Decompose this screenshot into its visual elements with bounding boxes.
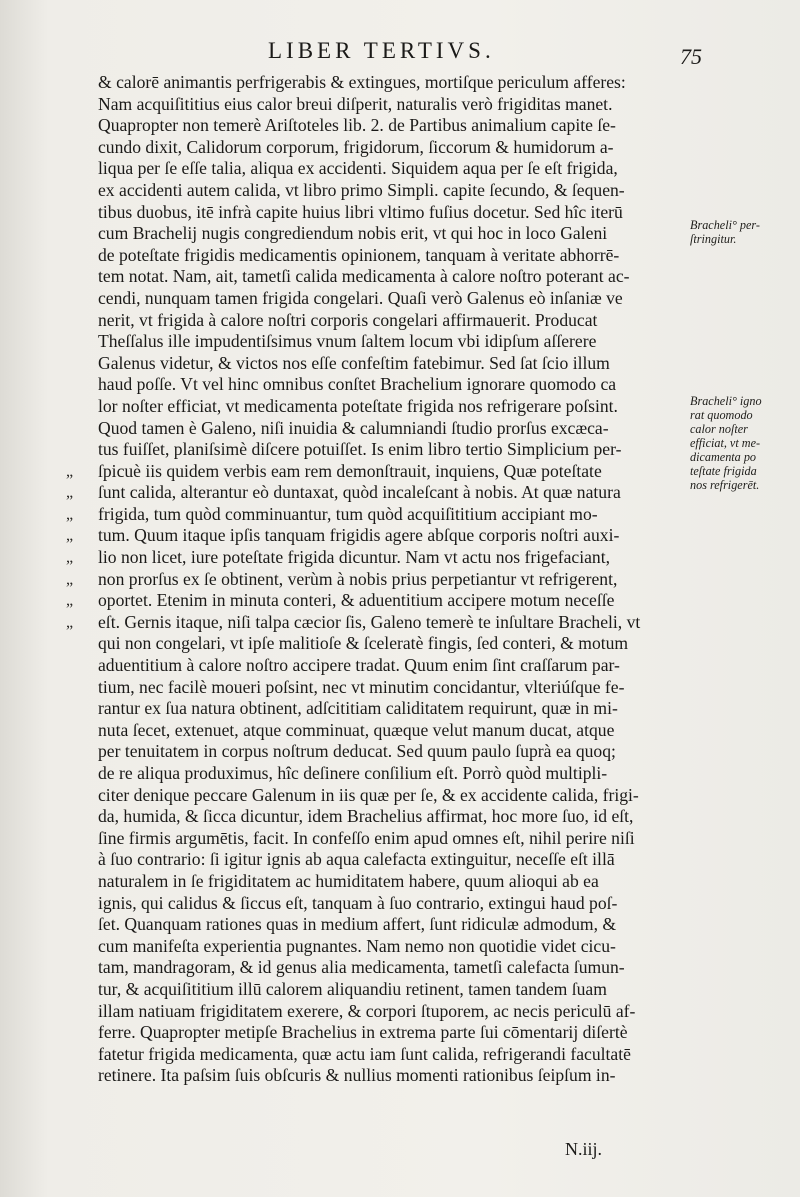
text-line-content: ignis, qui calidus & ſiccus eſt, tanquam à ſuo contrario, extingui haud poſ- (98, 892, 618, 913)
text-line (86, 633, 686, 655)
text-line-content: haud poſſe. Vt vel hinc omnibus conſtet Brachelium ignorare quomodo ca (98, 374, 617, 395)
text-line (66, 525, 686, 547)
text-line (86, 720, 686, 742)
text-line (86, 655, 686, 677)
text-line-content: Nam acquiſititius eius calor breui diſperit, naturalis verò frigiditas manet. (98, 93, 613, 114)
quotation-mark: „ (66, 484, 74, 502)
text-line-content: de re aliqua produximus, hîc deſinere conſilium eſt. Porrò quòd multipli- (98, 763, 608, 783)
text-line-content: frigida, tum quòd comminuantur, tum quòd acquiſititium accipiant mo- (98, 503, 598, 524)
text-line-content: de poteſtate frigidis medicamentis opinionem, tanquam à veritate abhorrē- (98, 244, 620, 265)
text-line (86, 936, 686, 958)
text-line-content: cum Brachelij nugis congrediendum nobis erit, vt qui hoc in loco Galeni (98, 223, 608, 244)
text-line (86, 137, 686, 159)
quotation-mark: „ (66, 549, 74, 567)
text-line (86, 979, 686, 1001)
text-line (86, 957, 686, 979)
text-line (86, 245, 686, 267)
text-line (66, 503, 686, 526)
text-line-content: Galenus videtur, & victos nos eſſe confeſtim fatebimur. Sed ſat ſcio illum (98, 352, 610, 373)
body-text (66, 72, 686, 1087)
quotation-mark: „ (66, 527, 74, 545)
text-line (86, 353, 686, 375)
text-line (86, 1001, 686, 1023)
margin-note-line: teſtate frigida (690, 464, 757, 478)
text-line (86, 439, 686, 461)
text-line-content: cendi, nunquam tamen frigida congelari. Quaſi verò Galenus eò inſaniæ ve (98, 287, 623, 308)
margin-note-line: Bracheli° per- (690, 218, 760, 232)
text-line-content: aduentitium à calore noſtro accipere tradat. Quum enim ſint craſſarum par- (98, 655, 620, 676)
quotation-mark: „ (66, 462, 74, 480)
text-line (86, 223, 686, 245)
text-line (86, 180, 686, 202)
margin-note-line: rat quomodo (690, 408, 753, 422)
text-line (86, 266, 686, 288)
text-line (86, 677, 686, 699)
text-line-content: ſunt calida, alterantur eò duntaxat, quòd incaleſcant à nobis. At quæ natura (98, 482, 621, 503)
text-line-content: lio non licet, iure poteſtate frigida dicuntur. Nam vt actu nos frigefaciant, (98, 547, 611, 568)
text-line (86, 72, 686, 94)
text-line (86, 1065, 686, 1087)
text-line-content: Quapropter non temerè Ariſtoteles lib. 2. de Partibus animalium capite ſe- (98, 115, 616, 136)
text-line (66, 482, 686, 504)
margin-note-line: efficiat, vt me- (690, 436, 761, 450)
text-line (86, 310, 686, 332)
text-line (86, 806, 686, 828)
text-line-content: non prorſus ex ſe obtinent, verùm à nobis prius perpetiantur vt refrigerent, (98, 568, 618, 589)
text-line (86, 828, 686, 850)
text-line (86, 158, 686, 180)
text-line-content: fatetur frigida medicamenta, quæ actu iam ſunt calida, refrigerandi facultatē (98, 1043, 631, 1064)
text-line-content: Theſſalus ille impudentiſsimus vnum ſaltem locum vbi idipſum aſſerere (98, 331, 597, 352)
text-line-content: à ſuo contrario: ſi igitur ignis ab aqua calefacta extinguitur, neceſſe eſt illā (98, 849, 615, 870)
text-line (86, 914, 686, 936)
text-line-content: nuta ſecet, extenuet, atque comminuat, quæque velut manum ducat, atque (98, 719, 615, 740)
text-line (86, 396, 686, 418)
text-line-content: tam, mandragoram, & id genus alia medicamenta, tametſi calefacta ſumun- (98, 957, 625, 978)
text-line-content: oportet. Etenim in minuta conteri, & aduentitium accipere motum neceſſe (98, 590, 615, 611)
text-line-content: Quod tamen è Galeno, niſi inuidia & calumniandi ſtudio prorſus excæca- (98, 417, 609, 438)
signature-mark: N.iij. (565, 1139, 603, 1159)
text-line-content: cundo dixit, Calidorum corporum, frigidorum, ſiccorum & humidorum a- (98, 136, 614, 157)
text-line (66, 460, 686, 483)
text-line (86, 115, 686, 137)
text-line (86, 94, 686, 116)
quotation-mark: „ (66, 592, 74, 610)
text-line-content: tem notat. Nam, ait, tametſi calida medicamenta à calore noſtro poterant ac- (98, 266, 630, 287)
text-line-content: liqua per ſe eſſe talia, aliqua ex accidenti. Siquidem aqua per ſe eſt frigida, (98, 158, 618, 179)
text-line-content: cum manifeſta experientia pugnantes. Nam nemo non quotidie videt cicu- (98, 935, 616, 956)
text-line (86, 1022, 686, 1044)
margin-note-line: ſtringitur. (690, 232, 737, 246)
text-line (86, 741, 686, 763)
text-line-content: citer denique peccare Galenum in iis quæ per ſe, & ex accidente calida, frigi- (98, 784, 639, 805)
text-line (86, 418, 686, 440)
text-line (86, 871, 686, 893)
text-line (66, 590, 686, 612)
text-line-content: ſine firmis argumētis, facit. In confeſſo enim apud omnes eſt, nihil perire niſi (98, 827, 635, 848)
text-line-content: ſet. Quanquam rationes quas in medium affert, ſunt ridiculæ admodum, & (98, 914, 617, 935)
text-line-content: retinere. Ita paſsim ſuis obſcuris & nullius momenti rationibus ſeipſum in- (98, 1065, 616, 1086)
text-line-content: ferre. Quapropter metipſe Brachelius in extrema parte ſui cōmentarij diſertè (98, 1022, 628, 1043)
margin-note-line: dicamenta po (690, 450, 757, 464)
text-line (66, 547, 686, 569)
margin-note-brachelius-ignorat (690, 394, 798, 492)
text-line-content: rantur ex ſua natura obtinent, adſcititiam caliditatem requirunt, quæ in mi- (98, 698, 618, 719)
text-line-content: tur, & acquiſititium illū calorem aliquandiu retinent, tamen tandem ſuam (98, 978, 607, 999)
text-line-content: eſt. Gernis itaque, niſi talpa cæcior ſis, Galeno temerè te inſultare Bracheli, vt (98, 611, 641, 632)
text-line (86, 1044, 686, 1066)
margin-note-line: nos refrigerēt. (690, 478, 760, 492)
margin-note-line: calor noſter (690, 422, 748, 436)
page-number: 75 (680, 44, 702, 69)
quotation-mark: „ (66, 505, 74, 523)
quotation-mark: „ (66, 613, 74, 631)
running-head: LIBER TERTIVS. (268, 38, 495, 63)
text-line (66, 568, 686, 591)
text-line-content: tus fuiſſet, planiſsimè diſcere potuiſſet. Is enim libro tertio Simplicium per- (98, 439, 622, 460)
text-line-content: ſpicuè iis quidem verbis eam rem demonſtrauit, inquiens, Quæ poteſtate (98, 460, 602, 481)
text-line-content: tibus duobus, itē infrà capite huius libri vltimo fuſius docetur. Sed hîc iterū (98, 201, 623, 222)
text-line-content: qui non congelari, vt ipſe malitioſe & ſceleratè fingis, ſed conteri, & motum (98, 633, 629, 654)
text-line-content: lor noſter efficiat, vt medicamenta poteſtate frigida nos refrigerare poſsint. (98, 395, 618, 416)
text-line (86, 202, 686, 224)
text-line (86, 374, 686, 396)
text-line-content: illam natiuam frigiditatem exerere, & corpori ſtuporem, ac necis periculū af- (98, 1000, 636, 1021)
text-line (86, 763, 686, 785)
text-line (86, 893, 686, 915)
text-line-content: per tenuitatem in corpus noſtrum deducat. Sed quum paulo ſuprà ea quoq; (98, 741, 616, 762)
text-line-content: nerit, vt frigida à calore noſtri corporis congelari affirmauerit. Producat (98, 309, 598, 330)
text-line-content: tum. Quum itaque ipſis tanquam frigidis agere abſque corporis noſtri auxi- (98, 525, 620, 546)
text-line-content: naturalem in ſe frigiditatem ac humiditatem habere, quum alioqui ab ea (98, 870, 599, 891)
text-line (66, 611, 686, 634)
text-line-content: tium, nec facilè moueri poſsint, nec vt minutim concidantur, vlteriúſque fe- (98, 676, 625, 697)
margin-note-line: Bracheli° igno (690, 394, 762, 408)
text-line-content: ex accidenti autem calida, vt libro primo Simpli. capite ſecundo, & ſequen- (98, 179, 625, 200)
text-line (86, 849, 686, 871)
text-line (86, 331, 686, 353)
text-line (86, 288, 686, 310)
quotation-mark: „ (66, 570, 74, 588)
text-line-content: da, humida, & ſicca dicuntur, idem Brachelius affirmat, hoc more ſuo, id eſt, (98, 806, 634, 827)
text-line (86, 785, 686, 807)
text-line (86, 698, 686, 720)
margin-note-brachelius-perstringitur (690, 218, 798, 246)
text-line-content: & calorē animantis perfrigerabis & extingues, mortiſque periculum afferes: (98, 72, 626, 92)
